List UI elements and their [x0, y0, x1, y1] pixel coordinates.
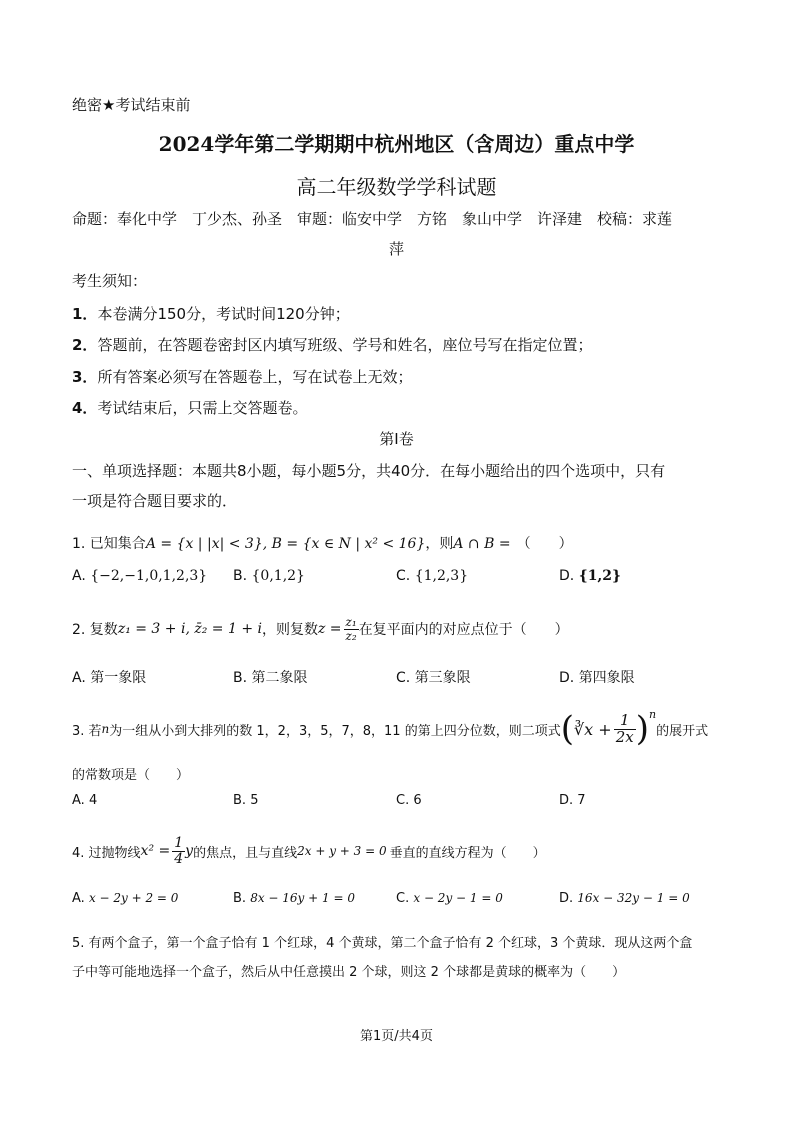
option-label: B.: [233, 793, 247, 808]
option-text: 16x − 32y − 1 = 0: [577, 891, 690, 905]
question-connector: ，则: [425, 536, 454, 552]
complex-numbers-expression: z₁ = 3 + i, z̄₂ = 1 + i: [117, 621, 262, 637]
question-1-option-d: [559, 568, 621, 584]
question-suffix: 垂直的直线方程为（ ）: [389, 845, 546, 861]
question-4-option-c: [396, 891, 503, 906]
question-prefix: 2. 复数: [72, 622, 118, 638]
option-label: A.: [72, 568, 86, 584]
section-instructions-line-1: 一、单项选择题：本题共8小题，每小题5分，共40分．在每小题给出的四个选项中，只有: [72, 462, 666, 480]
section-instructions-line-2: 一项是符合题目要求的．: [72, 492, 238, 510]
exponent-n: n: [648, 708, 657, 721]
fraction-denominator: 2x: [615, 727, 634, 746]
fraction-denominator: 4: [174, 850, 184, 867]
notice-item: [72, 366, 412, 387]
fraction-numerator: 1: [174, 834, 184, 851]
option-text: 6: [413, 793, 422, 808]
answer-blank: （ ）: [516, 536, 573, 552]
set-b-expression: , B = {x ∈ N | x² < 16}: [262, 536, 426, 552]
option-label: C.: [396, 891, 410, 906]
option-label: D.: [559, 568, 575, 584]
page-number: 第1页/共4页: [360, 1029, 433, 1044]
half-x-fraction: [614, 710, 636, 746]
notice-item-text: 答题前，在答题卷密封区内填写班级、学号和姓名，座位号写在指定位置；: [97, 336, 593, 354]
question-1-option-a: [72, 568, 207, 584]
right-paren: ): [635, 709, 649, 749]
option-label: B.: [233, 891, 247, 906]
left-paren: (: [560, 709, 574, 749]
question-4-option-d: [559, 891, 690, 906]
question-3-option-d: [559, 793, 586, 808]
parabola-rhs: y: [185, 843, 194, 859]
variable-n: n: [101, 722, 110, 736]
question-1-option-c: [396, 568, 468, 584]
option-label: B.: [233, 670, 248, 686]
cube-root-term: ∛x +: [573, 719, 612, 739]
option-label: A.: [72, 793, 85, 808]
question-connector: ，则复数: [261, 622, 318, 638]
credits-line-1: 命题：奉化中学 丁少杰、孙圣 审题：临安中学 方铭 象山中学 许泽建 校稿：求莲: [72, 210, 673, 228]
credits-line-2: 萍: [388, 240, 404, 258]
confidential-label: 绝密★考试结束前: [72, 96, 191, 114]
option-text: 第一象限: [90, 670, 147, 686]
option-label: A.: [72, 891, 85, 906]
question-5-line-1: 5. 有两个盒子，第一个盒子恰有 1 个红球，4 个黄球，第二个盒子恰有 2 个红球，3 个黄球．现从这两个盒: [72, 936, 693, 951]
question-2-stem: [72, 609, 569, 649]
volume-heading: 第Ⅰ卷: [379, 430, 414, 448]
question-3-option-b: [233, 793, 258, 808]
notice-item-text: 所有答案必须写在答题卷上，写在试卷上无效；: [97, 368, 413, 386]
notice-item-number: 1．: [72, 305, 98, 323]
intersection-expression: A ∩ B =: [453, 536, 511, 552]
set-a-expression: A = {x | |x| < 3}: [145, 536, 263, 552]
option-label: B.: [233, 568, 248, 584]
option-text: x − 2y − 1 = 0: [413, 891, 503, 905]
question-3-option-a: [72, 793, 97, 808]
question-2-option-b: [233, 667, 308, 687]
option-text: 第三象限: [414, 670, 471, 686]
question-2-option-c: [396, 667, 471, 687]
notice-item: [72, 397, 307, 418]
option-text: 第二象限: [251, 670, 308, 686]
option-label: A.: [72, 670, 86, 686]
option-text: x − 2y + 2 = 0: [88, 891, 179, 905]
question-suffix: 在复平面内的对应点位于（ ）: [358, 622, 569, 638]
option-label: D.: [559, 891, 574, 906]
option-text: {0,1,2}: [251, 568, 305, 584]
fraction-numerator: 1: [614, 713, 636, 730]
question-2-option-a: [72, 667, 146, 687]
notice-item: [72, 303, 350, 324]
question-prefix: 3. 若: [72, 723, 102, 739]
option-text: {1,2}: [578, 568, 622, 584]
z-equals: z =: [317, 621, 342, 637]
notice-item-number: 3．: [72, 368, 98, 386]
question-4-option-b: [233, 891, 355, 906]
question-2-option-d: [559, 667, 635, 687]
notice-heading: 考生须知：: [72, 272, 148, 290]
option-text: 4: [88, 793, 98, 808]
question-1-stem: [72, 533, 573, 553]
exam-subtitle: 高二年级数学学科试题: [296, 175, 497, 199]
option-label: C.: [396, 670, 411, 686]
option-text: 第四象限: [578, 670, 635, 686]
question-prefix: 4. 过抛物线: [72, 845, 141, 861]
question-4-stem: [72, 831, 546, 871]
question-connector: 的焦点，且与直线: [193, 845, 298, 861]
option-label: D.: [559, 670, 575, 686]
notice-item-number: 2．: [72, 336, 98, 354]
question-body: 为一组从小到大排列的数 1，2，3，5，7，8，11 的第上四分位数，则二项式: [109, 723, 561, 739]
option-text: 8x − 16y + 1 = 0: [250, 891, 355, 905]
quarter-fraction: [172, 836, 185, 866]
question-3-stem: [72, 706, 708, 752]
fraction-denominator: z₂: [345, 628, 357, 643]
notice-item-number: 4．: [72, 399, 98, 417]
question-5-line-2: 子中等可能地选择一个盒子，然后从中任意摸出 2 个球，则这 2 个球都是黄球的概率为（ ）: [72, 965, 626, 980]
fraction-numerator: z₁: [345, 614, 357, 629]
parabola-lhs: x² =: [140, 843, 171, 859]
question-prefix: 1. 已知集合: [72, 536, 146, 552]
option-label: C.: [396, 568, 411, 584]
question-1-option-b: [233, 568, 305, 584]
question-3-line-2: 的常数项是（ ）: [72, 768, 190, 783]
option-text: 7: [577, 793, 586, 808]
line-equation: 2x + y + 3 = 0: [297, 844, 387, 858]
notice-item: [72, 334, 592, 355]
option-text: 5: [250, 793, 259, 808]
question-3-option-c: [396, 793, 422, 808]
notice-item-text: 考试结束后，只需上交答题卷。: [97, 399, 308, 417]
option-text: {−2,−1,0,1,2,3}: [90, 568, 208, 584]
question-suffix: 的展开式: [656, 723, 709, 739]
z-fraction: [344, 616, 359, 642]
exam-title: 2024学年第二学期期中杭州地区（含周边）重点中学: [158, 132, 635, 156]
option-label: D.: [559, 793, 574, 808]
option-text: {1,2,3}: [414, 568, 469, 584]
question-4-option-a: [72, 891, 178, 906]
notice-item-text: 本卷满分150分，考试时间120分钟；: [97, 305, 350, 323]
option-label: C.: [396, 793, 410, 808]
